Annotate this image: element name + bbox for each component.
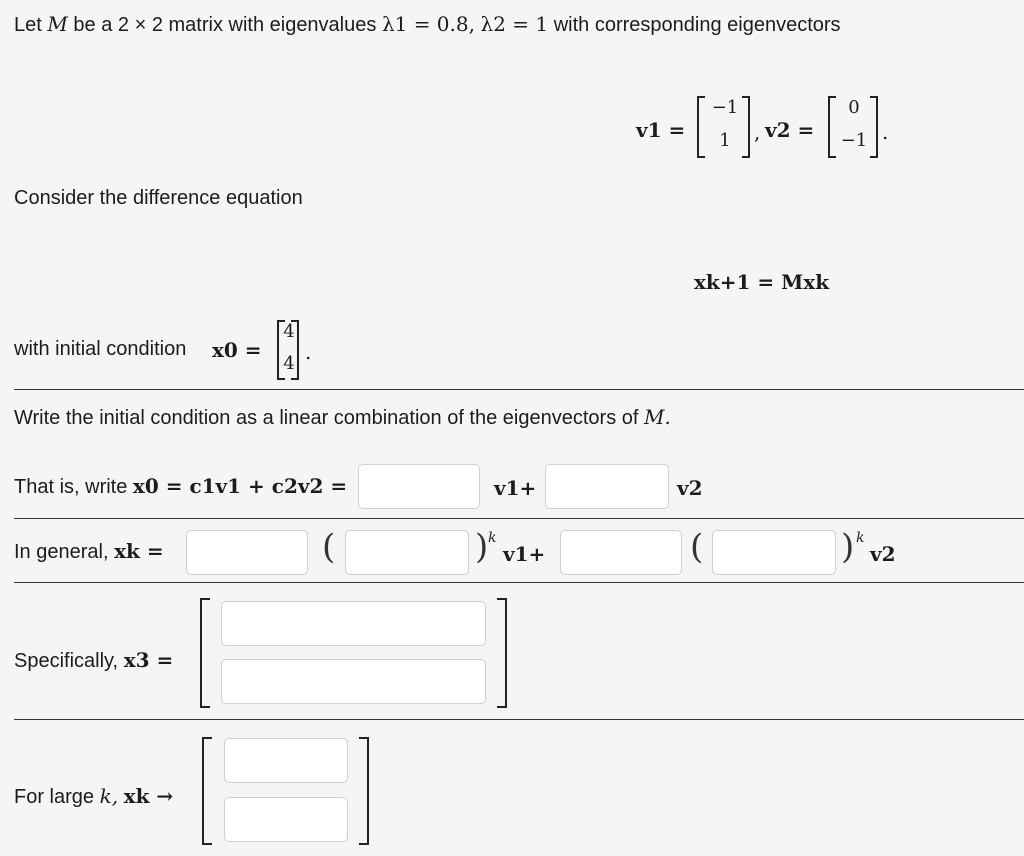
- q4-lead-line: [14, 784, 173, 809]
- lambda1: λ1 = 0.8,: [381, 12, 475, 36]
- q1-instruction-line: [14, 405, 671, 430]
- c2-input[interactable]: [545, 464, 669, 509]
- intro-desc: be a 2 × 2 matrix with eigenvalues: [73, 14, 377, 36]
- q2-v1-plus: v1+: [503, 542, 546, 566]
- vec-separator: ,: [754, 120, 761, 144]
- v1-right-bracket: [742, 96, 750, 158]
- x0-end: .: [305, 340, 312, 364]
- q2-xk: xk =: [114, 539, 164, 563]
- intro-matrix-var: M: [47, 12, 68, 36]
- divider-4: [14, 719, 1024, 720]
- v2-top: 0: [848, 97, 860, 118]
- right-paren-2: ): [841, 527, 855, 567]
- limit-top-input[interactable]: [224, 738, 348, 783]
- x3-left-bracket: [200, 598, 210, 708]
- vec-end: .: [882, 120, 889, 144]
- general-coeff2-input[interactable]: [560, 530, 682, 575]
- q1-v2: v2: [677, 476, 703, 500]
- c1-input[interactable]: [358, 464, 480, 509]
- limit-bottom-input[interactable]: [224, 797, 348, 842]
- divider-3: [14, 582, 1024, 583]
- q2-lead: In general,: [14, 541, 109, 563]
- v2-bottom: −1: [840, 130, 868, 151]
- q1-lead-line: [14, 474, 347, 499]
- v2-right-bracket: [870, 96, 878, 158]
- q2-v2: v2: [870, 542, 896, 566]
- v1-top: −1: [711, 97, 739, 118]
- q1-formula: x0 = c1v1 + c2v2 =: [132, 474, 348, 498]
- intro-prefix: Let: [14, 14, 42, 36]
- x3-right-bracket: [497, 598, 507, 708]
- general-base2-input[interactable]: [712, 530, 836, 575]
- limit-right-bracket: [359, 737, 369, 845]
- v2-label: v2 =: [765, 118, 815, 142]
- q3-lead: Specifically,: [14, 650, 119, 672]
- x0-bottom: 4: [283, 353, 295, 374]
- left-paren-2: (: [690, 527, 704, 567]
- q1-v1-plus: v1+: [494, 476, 537, 500]
- limit-left-bracket: [202, 737, 212, 845]
- x3-bottom-input[interactable]: [221, 659, 486, 704]
- right-paren-1: ): [475, 527, 489, 567]
- difference-text: Consider the difference equation: [14, 187, 303, 209]
- x0-label: x0 =: [212, 338, 262, 362]
- q1-instruction-var: M.: [644, 405, 671, 429]
- x0-right-bracket: [291, 320, 299, 380]
- general-base1-input[interactable]: [345, 530, 469, 575]
- initial-text: with initial condition: [14, 338, 187, 360]
- q4-lead: For large: [14, 786, 95, 808]
- v1-label: v1 =: [636, 118, 686, 142]
- general-coeff1-input[interactable]: [186, 530, 308, 575]
- q2-lead-line: [14, 539, 164, 564]
- q1-instruction: Write the initial condition as a linear combination of the eigenvectors of: [14, 407, 639, 429]
- lambda2: λ2 = 1: [480, 12, 549, 36]
- divider-1: [14, 389, 1024, 390]
- difference-equation: xk+1 = Mxk: [694, 270, 830, 294]
- power-k-1: k: [488, 530, 497, 546]
- q3-x3: x3 =: [123, 648, 174, 672]
- left-paren-1: (: [322, 527, 336, 567]
- q1-lead: That is, write: [14, 476, 128, 498]
- power-k-2: k: [856, 530, 865, 546]
- x0-top: 4: [283, 321, 295, 342]
- v1-bottom: 1: [719, 130, 731, 151]
- intro-suffix: with corresponding eigenvectors: [553, 14, 841, 36]
- intro-line: [14, 12, 841, 37]
- divider-2: [14, 518, 1024, 519]
- q4-k: k,: [99, 784, 119, 808]
- x3-top-input[interactable]: [221, 601, 486, 646]
- q3-lead-line: [14, 648, 173, 673]
- q4-xk: xk →: [123, 784, 174, 808]
